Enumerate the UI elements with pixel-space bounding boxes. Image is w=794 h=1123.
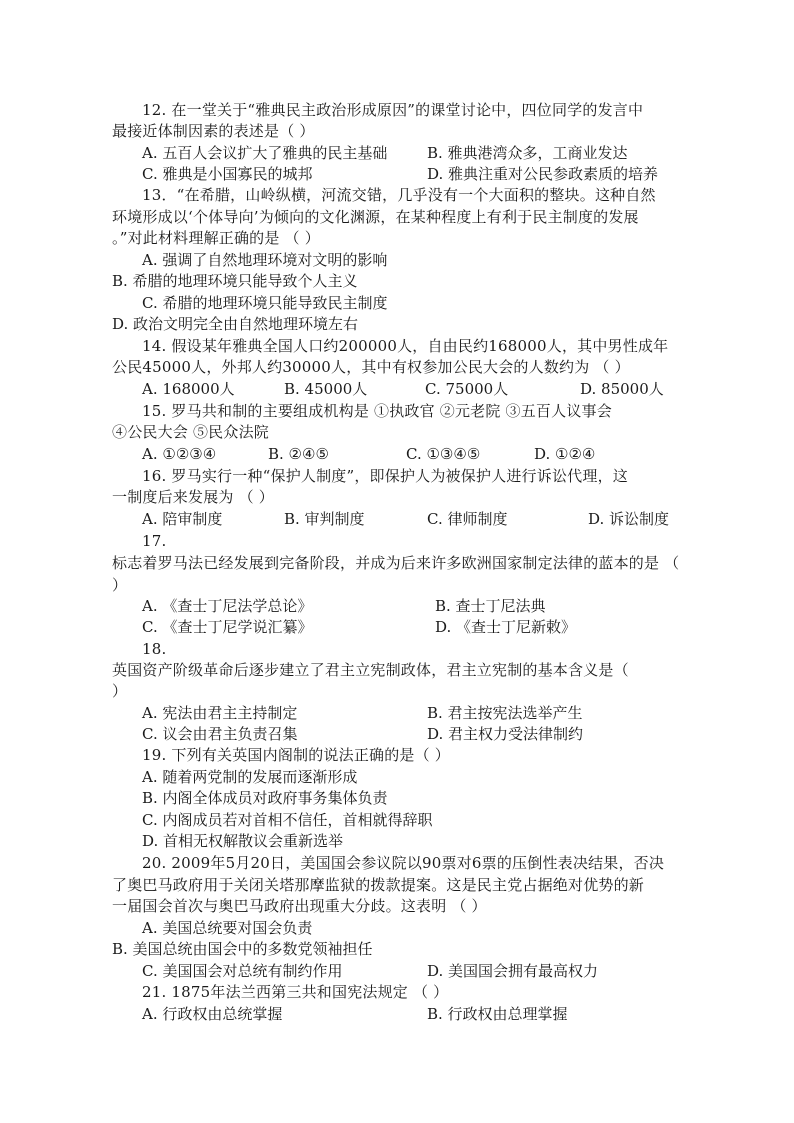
question-13-stem-line-1: 13．“在希腊，山岭纵横，河流交错，几乎没有一个大面积的整块。这种自然 — [142, 186, 656, 204]
question-13-stem-line-2: 环境形成以‘个体导向’为倾向的文化渊源，在某种程度上有利于民主制度的发展 — [112, 208, 639, 226]
question-21-option-b: B. 行政权由总理掌握 — [427, 1005, 568, 1023]
question-20-option-c: C. 美国国会对总统有制约作用 — [142, 962, 343, 980]
question-17-option-d: D. 《查士丁尼新敕》 — [435, 618, 577, 636]
question-21-stem-line-1: 21. 1875年法兰西第三共和国宪法规定 （ ） — [142, 983, 449, 1001]
question-12-option-d: D. 雅典注重对公民参政素质的培养 — [427, 165, 659, 183]
question-19-option-b: B. 内阁全体成员对政府事务集体负责 — [142, 789, 388, 807]
question-16-option-c: C. 律师制度 — [427, 510, 508, 528]
question-15-option-c: C. ①③④⑤ — [406, 445, 481, 463]
question-12-stem-line-2: 最接近体制因素的表述是（ ） — [112, 122, 315, 140]
question-18-stem-line-1: 英国资产阶级革命后逐步建立了君主立宪制政体，君主立宪制的基本含义是（ — [112, 661, 629, 679]
question-12-option-a: A. 五百人会议扩大了雅典的民主基础 — [142, 144, 388, 162]
question-13-option-c: C. 希腊的地理环境只能导致民主制度 — [142, 294, 388, 312]
question-12-option-b: B. 雅典港湾众多，工商业发达 — [427, 144, 628, 162]
question-21-option-a: A. 行政权由总统掌握 — [142, 1005, 283, 1023]
question-20-option-b: B. 美国总统由国会中的多数党领袖担任 — [112, 940, 373, 958]
question-15-stem-line-2: ④公民大会 ⑤民众法院 — [112, 423, 269, 441]
question-18-option-d: D. 君主权力受法律制约 — [427, 725, 584, 743]
question-14-option-a: A. 168000人 — [142, 380, 235, 398]
question-16-stem-line-1: 16. 罗马实行一种“保护人制度”，即保护人为被保护人进行诉讼代理，这 — [142, 467, 628, 485]
question-16-option-a: A. 陪审制度 — [142, 510, 223, 528]
question-14-option-b: B. 45000人 — [284, 380, 368, 398]
question-16-option-d: D. 诉讼制度 — [588, 510, 670, 528]
question-20-option-d: D. 美国国会拥有最高权力 — [427, 962, 599, 980]
question-15-option-b: B. ②④⑤ — [268, 445, 329, 463]
question-20-option-a: A. 美国总统要对国会负责 — [142, 919, 313, 937]
question-15-option-a: A. ①②③④ — [142, 445, 217, 463]
question-17-option-c: C. 《查士丁尼学说汇纂》 — [142, 618, 313, 636]
question-13-option-d: D. 政治文明完全由自然地理环境左右 — [112, 315, 359, 333]
question-18-option-a: A. 宪法由君主主持制定 — [142, 704, 298, 722]
question-16-stem-line-2: 一制度后来发展为 （ ） — [112, 488, 274, 506]
question-14-option-c: C. 75000人 — [425, 380, 509, 398]
question-17-stem-line-1: 标志着罗马法已经发展到完备阶段，并成为后来许多欧洲国家制定法律的蓝本的是 （ ） — [112, 554, 680, 594]
question-12-stem-line-1: 12. 在一堂关于“雅典民主政治形成原因”的课堂讨论中，四位同学的发言中 — [142, 101, 644, 119]
question-18-option-b: B. 君主按宪法选举产生 — [427, 704, 583, 722]
question-20-stem-line-1: 20. 2009年5月20日，美国国会参议院以90票对6票的压倒性表决结果，否决 — [142, 854, 665, 872]
question-13-option-a: A. 强调了自然地理环境对文明的影响 — [142, 251, 388, 269]
question-18-option-c: C. 议会由君主负责召集 — [142, 725, 298, 743]
question-14-option-d: D. 85000人 — [580, 380, 664, 398]
question-14-stem-line-2: 公民45000人，外邦人约30000人，其中有权参加公民大会的人数约为 （ ） — [112, 358, 630, 376]
question-18-stem-line-2: ） — [112, 682, 128, 700]
question-19-option-c: C. 内阁成员若对首相不信任，首相就得辞职 — [142, 811, 433, 829]
question-16-option-b: B. 审判制度 — [284, 510, 365, 528]
question-20-stem-line-3: 一届国会首次与奥巴马政府出现重大分歧。这表明 （ ） — [112, 897, 487, 915]
question-15-stem-line-1: 15. 罗马共和制的主要组成机构是 ①执政官 ②元老院 ③五百人议事会 — [142, 402, 612, 420]
question-13-option-b: B. 希腊的地理环境只能导致个人主义 — [112, 272, 358, 290]
question-15-option-d: D. ①②④ — [534, 445, 596, 463]
question-13-stem-line-3: 。”对此材料理解正确的是 （ ） — [112, 229, 320, 247]
question-17-option-a: A. 《查士丁尼法学总论》 — [142, 597, 313, 615]
question-19-option-a: A. 随着两党制的发展而逐渐形成 — [142, 768, 358, 786]
question-17-number: 17. — [142, 532, 167, 550]
question-14-stem-line-1: 14. 假设某年雅典全国人口约200000人，自由民约168000人，其中男性成年 — [142, 337, 669, 355]
question-19-stem-line-1: 19. 下列有关英国内阁制的说法正确的是（ ） — [142, 746, 450, 764]
question-18-number: 18. — [142, 640, 167, 658]
question-20-stem-line-2: 了奥巴马政府用于关闭关塔那摩监狱的拨款提案。这是民主党占据绝对优势的新 — [112, 876, 645, 894]
question-19-option-d: D. 首相无权解散议会重新选举 — [142, 832, 344, 850]
question-17-option-b: B. 查士丁尼法典 — [435, 597, 546, 615]
question-12-option-c: C. 雅典是小国寡民的城邦 — [142, 165, 313, 183]
